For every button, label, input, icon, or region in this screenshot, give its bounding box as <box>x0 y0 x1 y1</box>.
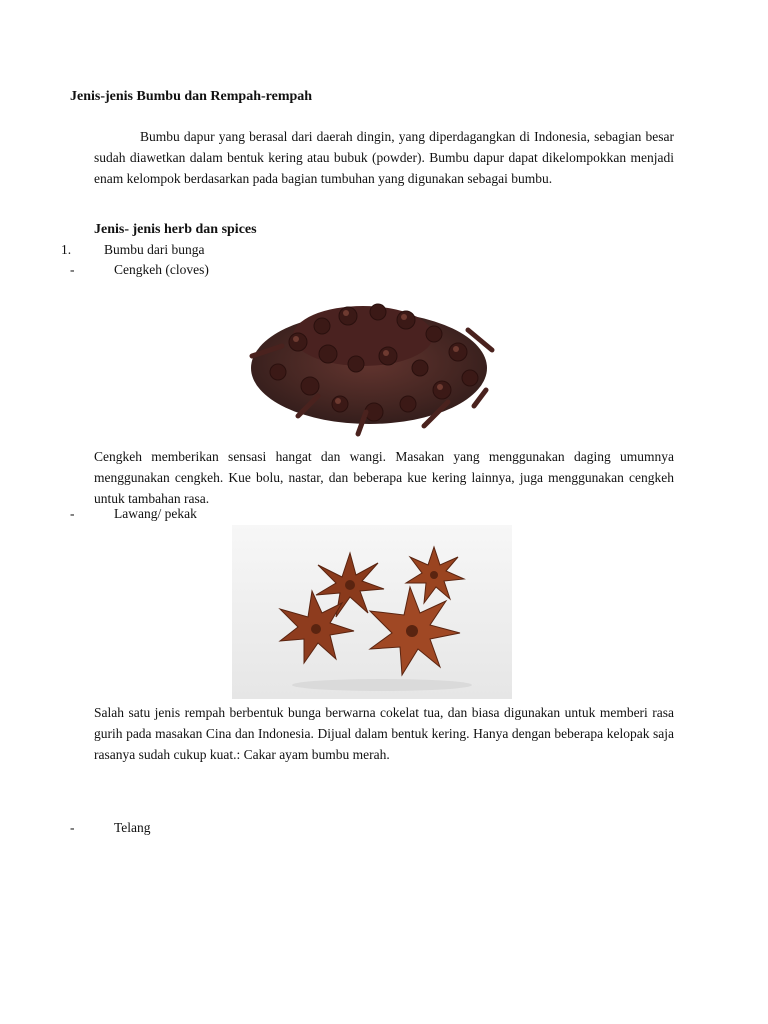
item-name-telang: Telang <box>114 820 151 835</box>
bullet-dash: - <box>70 262 75 277</box>
section-number: 1. <box>61 242 72 257</box>
bullet-dash: - <box>70 506 75 521</box>
intro-paragraph: Bumbu dapur yang berasal dari daerah dingin, yang diperdagangkan di Indonesia, sebagian besar sudah diawetkan dalam bentuk kering atau bubuk (powder). Bumbu dapur dapat dikelompokkan menjadi enam kelompok berdasarkan pada bagian tumbuhan yang digunakan sebagai bumbu. <box>94 129 674 186</box>
cengkeh-description: Cengkeh memberikan sensasi hangat dan wangi. Masakan yang menggunakan daging umumnya menggunakan cengkeh. Kue bolu, nastar, dan beberapa kue kering lainnya, juga menggunakan cengkeh untuk tambahan rasa. <box>94 449 674 506</box>
item-name-lawang: Lawang/ pekak <box>114 506 197 521</box>
item-name-cengkeh: Cengkeh (cloves) <box>114 262 209 277</box>
star-anise-photo <box>232 525 512 699</box>
cloves-photo <box>238 286 500 442</box>
section-label: Bumbu dari bunga <box>104 242 205 257</box>
star-anise-illustration <box>232 525 512 699</box>
section-subtitle: Jenis- jenis herb dan spices <box>94 222 257 237</box>
bullet-dash: - <box>70 820 75 835</box>
cloves-illustration <box>238 286 500 442</box>
lawang-description: Salah satu jenis rempah berbentuk bunga berwarna cokelat tua, dan biasa digunakan untuk memberi rasa gurih pada masakan Cina dan Indonesia. Dijual dalam bentuk kering. Hanya dengan beberapa kelopak saja rasanya sudah cukup kuat.: Cakar ayam bumbu merah. <box>94 705 674 762</box>
document-title: Jenis-jenis Bumbu dan Rempah-rempah <box>70 89 313 104</box>
